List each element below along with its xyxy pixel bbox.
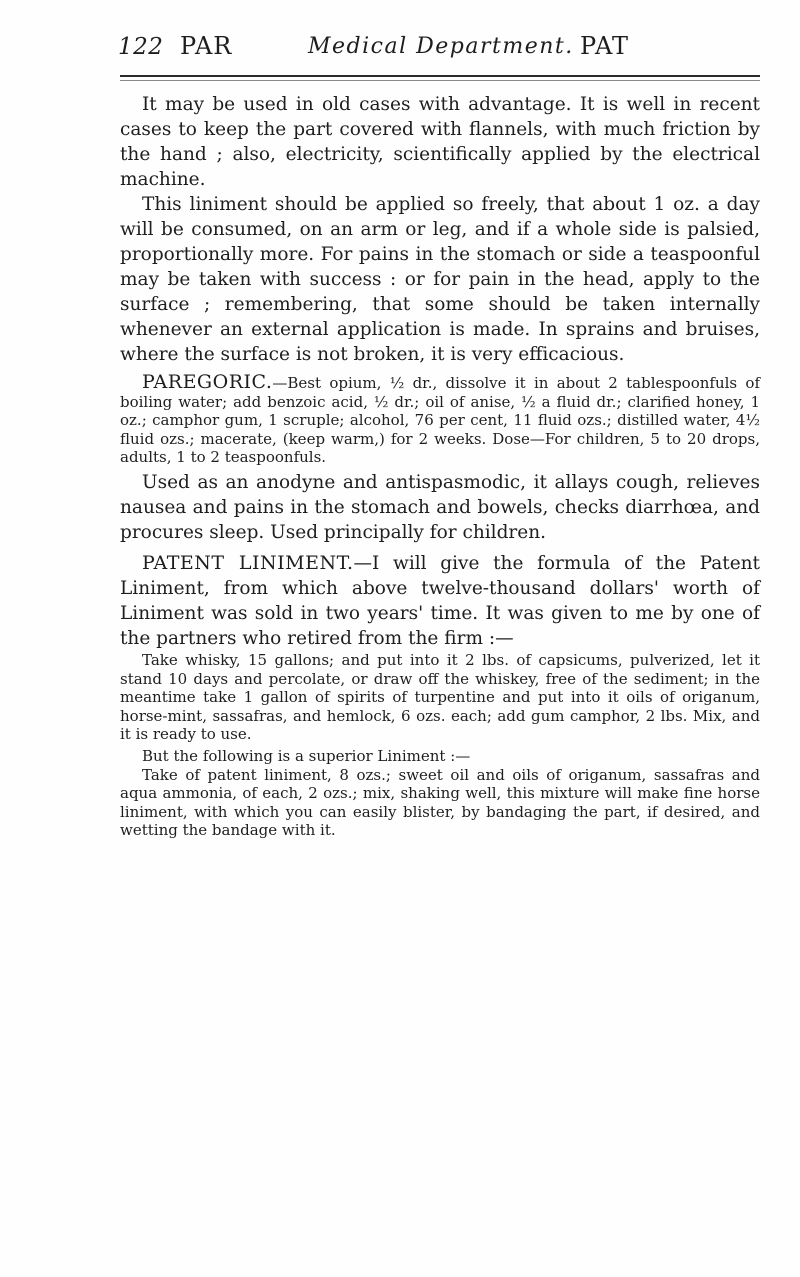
paragraph-whisky-recipe: Take whisky, 15 gallons; and put into it 2 lbs. of capsicums, pulverized, let it stand 10 days and percolate, or draw off the whiskey, free of the sediment; in the meantime take 1 gallon of spirits of turpentine and put into it oils of origanum, horse-mint, sassafras, and hemlock, 6 ozs. each; add gum camphor, 2 lbs. Mix, and it is ready to use. bbox=[120, 650, 760, 744]
paregoric-recipe-text: —Best opium, ½ dr., dissolve it in about 2 tablespoonfuls of boiling water; add benzoic acid, ½ dr.; oil of anise, ½ a fluid dr.; clarified honey, 1 oz.; camphor gum, 1 scruple; alcohol, 76 per cent, 11 fluid ozs.; distilled water, 4½ fluid ozs.; macerate, (keep warm,) for 2 weeks. Dose—For children, 5 to 20 drops, adults, 1 to 2 teaspoonfuls. bbox=[120, 374, 760, 467]
paragraph-superior-intro: But the following is a superior Liniment :— bbox=[142, 746, 471, 765]
paragraph-horse-liniment: Take of patent liniment, 8 ozs.; sweet oil and oils of origanum, sassafras and aqua ammonia, of each, 2 ozs.; mix, shaking well, this mixture will make fine horse liniment, with which you can easily blister, by bandaging the part, if desired, and wetting the bandage with it. bbox=[120, 765, 760, 840]
entry-heading-paregoric: PAREGORIC. bbox=[142, 371, 273, 393]
paragraph-patent-liniment bbox=[120, 551, 760, 651]
patent-liniment-intro: —I will give the formula of the Patent Liniment, from which above twelve-thousand dollars' worth of Liniment was sold in two years' time. It was given to me by one of the partners who retired from the firm :— bbox=[120, 552, 760, 649]
header-rule-thin bbox=[120, 80, 760, 81]
paragraph-paregoric-recipe bbox=[120, 373, 760, 467]
header-rule bbox=[120, 75, 760, 77]
guide-word-right: PAT bbox=[580, 32, 629, 60]
page-body bbox=[120, 92, 760, 840]
paragraph-liniment-usage: This liniment should be applied so freely, that about 1 oz. a day will be consumed, on an arm or leg, and if a whole side is palsied, proportionally more. For pains in the stomach or side a teaspoonful may be taken with success : or for pain in the head, apply to the surface ; remembering, that some should be taken internally whenever an external application is made. In sprains and bruises, where the surface is not broken, it is very efficacious. bbox=[120, 194, 760, 365]
paragraph-friction: It may be used in old cases with advantage. It is well in recent cases to keep the part covered with flannels, with much friction by the hand ; also, electricity, scientifically applied by the electrical machine. bbox=[120, 94, 760, 190]
guide-word-left: PAR bbox=[180, 32, 233, 60]
paragraph-paregoric-uses: Used as an anodyne and antispasmodic, it allays cough, relieves nausea and pains in the stomach and bowels, checks diarrhœa, and procures sleep. Used principally for children. bbox=[120, 471, 760, 543]
page-header bbox=[118, 28, 748, 72]
entry-heading-patent-liniment: PATENT LINIMENT. bbox=[142, 551, 354, 574]
running-title: Medical Department. bbox=[308, 34, 574, 59]
page-number: 122 bbox=[118, 34, 164, 60]
